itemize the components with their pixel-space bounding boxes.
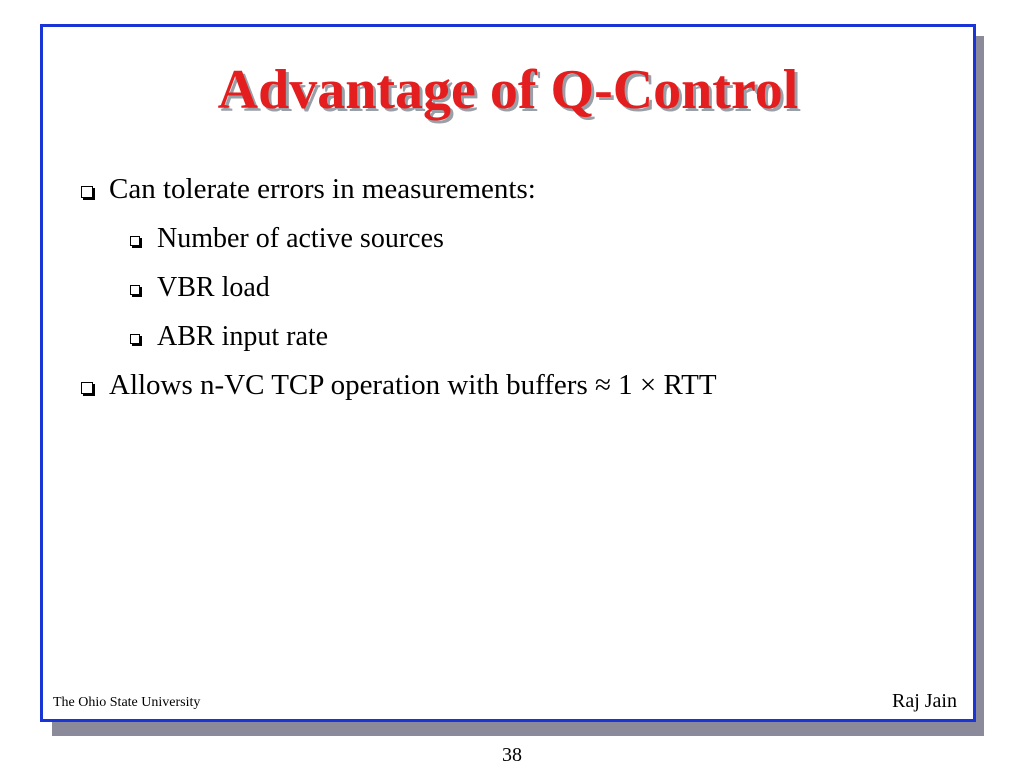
square-bullet-icon [81, 186, 93, 198]
list-item [81, 165, 717, 214]
bullet-list [81, 165, 717, 410]
bullet-text: Allows n-VC TCP operation with buffers ≈ 1 × RTT [109, 369, 717, 401]
slide-title: Advantage of Q-Control [217, 59, 799, 121]
sub-list-item [81, 263, 717, 312]
square-bullet-icon [81, 382, 93, 394]
sub-list-item [81, 312, 717, 361]
sub-bullet-text: Number of active sources [157, 222, 444, 254]
sub-bullet-text: VBR load [157, 271, 270, 303]
square-bullet-icon [130, 285, 140, 295]
list-item [81, 361, 717, 410]
footer-institution: The Ohio State University [53, 695, 201, 710]
sub-bullet-text: ABR input rate [157, 320, 329, 352]
square-bullet-icon [130, 334, 140, 344]
bullet-text: Can tolerate errors in measurements: [109, 173, 536, 205]
page-number: 38 [502, 744, 522, 766]
square-bullet-icon [130, 236, 140, 246]
sub-list-item [81, 214, 717, 263]
slide-frame [40, 24, 976, 722]
footer-author: Raj Jain [892, 690, 957, 712]
